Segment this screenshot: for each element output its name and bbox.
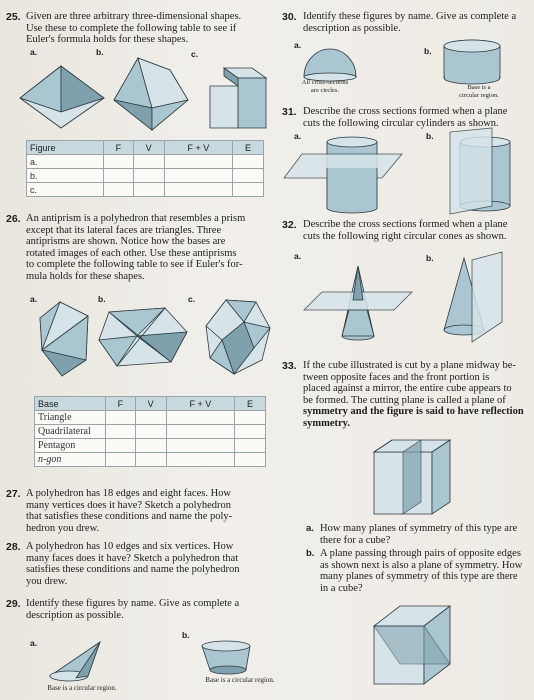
problem-33-line: placed against a mirror, the entire cube appears to bbox=[303, 383, 512, 394]
figure-label-29a: a. bbox=[30, 638, 38, 648]
antiprism-figure-26c bbox=[204, 298, 274, 378]
table-cell[interactable] bbox=[133, 169, 164, 183]
problem-26-line: An antiprism is a polyhedron that resembles a prism bbox=[26, 213, 246, 224]
table-header: F bbox=[106, 397, 136, 411]
table-cell[interactable] bbox=[233, 183, 264, 197]
problem-27-line: A polyhedron has 18 edges and eight faces. How bbox=[26, 488, 231, 499]
figure-label-29b: b. bbox=[182, 630, 190, 640]
figure-label-25c: c. bbox=[191, 49, 199, 59]
problem-31-line: Describe the cross sections formed when a plane bbox=[303, 106, 508, 117]
caption-line: are circles. bbox=[310, 86, 340, 94]
table-cell: b. bbox=[27, 169, 104, 183]
problem-number-28: 28. bbox=[6, 541, 21, 553]
problem-33a-text bbox=[306, 523, 532, 546]
table-row bbox=[35, 439, 266, 453]
table-cell[interactable] bbox=[235, 453, 266, 467]
cylinder-plane-figure-31b bbox=[424, 128, 530, 218]
figure-caption-30a bbox=[290, 79, 360, 94]
table-cell[interactable] bbox=[104, 155, 134, 169]
figure-caption-30b bbox=[444, 84, 514, 99]
table-cell[interactable] bbox=[104, 183, 134, 197]
table-cell[interactable] bbox=[166, 439, 234, 453]
problem-32-line: cuts the following right circular cones as shown. bbox=[303, 230, 507, 242]
table-header: V bbox=[135, 397, 166, 411]
table-cell[interactable] bbox=[106, 453, 136, 467]
table-cell[interactable] bbox=[135, 411, 166, 425]
cube-plane-figure-33 bbox=[370, 438, 460, 524]
table-cell: Triangle bbox=[35, 411, 106, 425]
table-cell: n-gon bbox=[35, 453, 106, 467]
problem-32-line: Describe the cross sections formed when a plane bbox=[303, 219, 508, 230]
problem-25-text bbox=[26, 11, 276, 46]
table-row bbox=[35, 411, 266, 425]
table-cell: c. bbox=[27, 183, 104, 197]
table-header-row bbox=[35, 397, 266, 411]
problem-number-30: 30. bbox=[282, 11, 297, 23]
table-header: Figure bbox=[27, 141, 104, 155]
table-cell[interactable] bbox=[235, 411, 266, 425]
figure-label-26a: a. bbox=[30, 294, 38, 304]
figure-label-32a: a. bbox=[294, 251, 302, 261]
problem-30-text bbox=[303, 11, 533, 34]
table-cell[interactable] bbox=[133, 183, 164, 197]
problem-28-line: A polyhedron has 10 edges and six vertices. How bbox=[26, 541, 234, 552]
caption-line: Base is a bbox=[467, 84, 491, 91]
problem-26-line: mula holds for these shapes. bbox=[26, 270, 145, 282]
table-cell[interactable] bbox=[164, 169, 232, 183]
problem-number-29: 29. bbox=[6, 598, 21, 610]
table-cell[interactable] bbox=[106, 439, 136, 453]
table-26 bbox=[34, 396, 266, 467]
table-row bbox=[27, 169, 264, 183]
problem-25-line: Euler's formula holds for these shapes. bbox=[26, 34, 189, 45]
problem-number-25: 25. bbox=[6, 11, 21, 23]
figure-label-31a: a. bbox=[294, 131, 302, 141]
antiprism-figure-26b bbox=[97, 306, 192, 371]
table-cell: a. bbox=[27, 155, 104, 169]
problem-28-text bbox=[26, 541, 276, 587]
problem-33b bbox=[306, 548, 532, 594]
problem-number-27: 27. bbox=[6, 488, 21, 500]
problem-28-line: you drew. bbox=[26, 575, 68, 587]
problem-33-text bbox=[303, 360, 533, 429]
figure-label-26b: b. bbox=[98, 294, 106, 304]
sphere-figure-30a bbox=[300, 45, 360, 79]
caption-line: circular region. bbox=[459, 91, 499, 99]
table-header: E bbox=[235, 397, 266, 411]
figure-caption-29a: Base is a circular region. bbox=[47, 684, 117, 692]
problem-26-line: except that its lateral faces are triangles. Three bbox=[26, 224, 222, 236]
table-cell[interactable] bbox=[235, 425, 266, 439]
problem-29-line: description as possible. bbox=[26, 609, 124, 621]
table-cell[interactable] bbox=[166, 425, 234, 439]
table-row bbox=[35, 453, 266, 467]
oblique-cylinder-figure-29b bbox=[196, 640, 266, 678]
table-header: F + V bbox=[164, 141, 232, 155]
subpart-label-33a: a. bbox=[306, 523, 314, 534]
problem-32-text bbox=[303, 219, 533, 242]
problem-27-line: hedron you drew. bbox=[26, 522, 100, 534]
subpart-label-33b: b. bbox=[306, 548, 315, 559]
cone-plane-figure-32a bbox=[302, 262, 422, 342]
problem-26-line: to complete the following table to see if Euler's for- bbox=[26, 259, 243, 270]
problem-number-26: 26. bbox=[6, 213, 21, 225]
problem-33-line: be formed. The cutting plane is called a plane of bbox=[303, 394, 506, 406]
problem-26-line: antiprisms are shown. Notice how the bases are bbox=[26, 236, 226, 247]
problem-25-line: Given are three arbitrary three-dimensional shapes. bbox=[26, 11, 242, 22]
problem-number-31: 31. bbox=[282, 106, 297, 118]
polyhedron-figure-25b bbox=[108, 56, 198, 136]
table-cell[interactable] bbox=[164, 183, 232, 197]
table-cell[interactable] bbox=[233, 155, 264, 169]
table-header: Base bbox=[35, 397, 106, 411]
table-cell[interactable] bbox=[106, 411, 136, 425]
pyramid-figure-25a bbox=[14, 62, 109, 132]
figure-label-25a: a. bbox=[30, 47, 38, 57]
problem-30-line: Identify these figures by name. Give as complete a bbox=[303, 11, 517, 22]
problem-33-line: If the cube illustrated is cut by a plane midway be- bbox=[303, 360, 516, 371]
problem-25-line: Use these to complete the following table to see if bbox=[26, 22, 237, 34]
table-cell[interactable] bbox=[135, 453, 166, 467]
problem-31-text bbox=[303, 106, 533, 129]
figure-label-30a: a. bbox=[294, 40, 302, 50]
problem-28-line: many faces does it have? Sketch a polyhedron that bbox=[26, 552, 239, 564]
table-cell[interactable] bbox=[166, 411, 234, 425]
problem-30-line: description as possible. bbox=[303, 22, 401, 34]
table-header-row bbox=[27, 141, 264, 155]
problem-31-line: cuts the following circular cylinders as shown. bbox=[303, 117, 499, 129]
problem-27-text bbox=[26, 488, 276, 534]
problem-26-line: rotated images of each other. Use these antiprisms bbox=[26, 247, 237, 259]
table-cell[interactable] bbox=[106, 425, 136, 439]
problem-33b-line: many planes of symmetry of this type are there bbox=[320, 571, 518, 582]
cone-plane-figure-32b bbox=[440, 250, 510, 345]
figure-label-31b: b. bbox=[426, 131, 434, 141]
problem-33-line: symmetry. bbox=[303, 417, 350, 429]
table-header: E bbox=[233, 141, 264, 155]
table-header: F + V bbox=[166, 397, 234, 411]
table-row bbox=[35, 425, 266, 439]
figure-label-30b: b. bbox=[424, 46, 432, 56]
table-cell[interactable] bbox=[235, 439, 266, 453]
figure-label-32b: b. bbox=[426, 253, 434, 263]
table-cell[interactable] bbox=[233, 169, 264, 183]
problem-number-32: 32. bbox=[282, 219, 297, 231]
problem-33a-line: there for a cube? bbox=[320, 534, 391, 546]
figure-caption-29b: Base is a circular region. bbox=[205, 676, 275, 684]
block-figure-25c bbox=[206, 66, 276, 136]
table-cell[interactable] bbox=[135, 425, 166, 439]
table-header: F bbox=[104, 141, 134, 155]
antiprism-figure-26a bbox=[36, 300, 96, 380]
problem-29-text bbox=[26, 598, 276, 621]
figure-label-26c: c. bbox=[188, 294, 196, 304]
problem-28-line: satisfies these conditions and name the polyhedron bbox=[26, 564, 240, 575]
table-cell[interactable] bbox=[135, 439, 166, 453]
table-row bbox=[27, 183, 264, 197]
oblique-cone-figure-29a bbox=[40, 640, 110, 685]
cylinder-figure-30b bbox=[440, 38, 504, 84]
problem-26-text bbox=[26, 213, 276, 282]
table-cell: Pentagon bbox=[35, 439, 106, 453]
problem-33b-line: A plane passing through pairs of opposite edges bbox=[320, 548, 521, 559]
caption-line: All cross-sections bbox=[301, 79, 349, 86]
table-cell[interactable] bbox=[104, 169, 134, 183]
problem-29-line: Identify these figures by name. Give as complete a bbox=[26, 598, 240, 609]
problem-33-line: symmetry and the figure is said to have reflection bbox=[303, 406, 524, 417]
table-cell: Quadrilateral bbox=[35, 425, 106, 439]
cube-diagonal-plane-figure-33b bbox=[370, 604, 460, 690]
table-25 bbox=[26, 140, 264, 197]
problem-number-33: 33. bbox=[282, 360, 297, 372]
problem-33-line: tween opposite faces and the front portion is bbox=[303, 371, 490, 383]
cylinder-plane-figure-31a bbox=[282, 134, 412, 214]
problem-33b-line: in a cube? bbox=[320, 582, 363, 594]
table-row bbox=[27, 155, 264, 169]
problem-33b-text bbox=[306, 548, 532, 594]
table-cell[interactable] bbox=[133, 155, 164, 169]
problem-33a-line: How many planes of symmetry of this type are bbox=[320, 523, 518, 534]
problem-27-line: that satisfies these conditions and name the poly- bbox=[26, 511, 233, 522]
figure-label-25b: b. bbox=[96, 47, 104, 57]
table-cell[interactable] bbox=[164, 155, 232, 169]
problem-33a bbox=[306, 523, 532, 546]
table-cell[interactable] bbox=[166, 453, 234, 467]
table-header: V bbox=[133, 141, 164, 155]
problem-27-line: many vertices does it have? Sketch a polyhedron bbox=[26, 499, 231, 511]
problem-33b-line: as shown next is also a plane of symmetry. How bbox=[320, 559, 523, 571]
